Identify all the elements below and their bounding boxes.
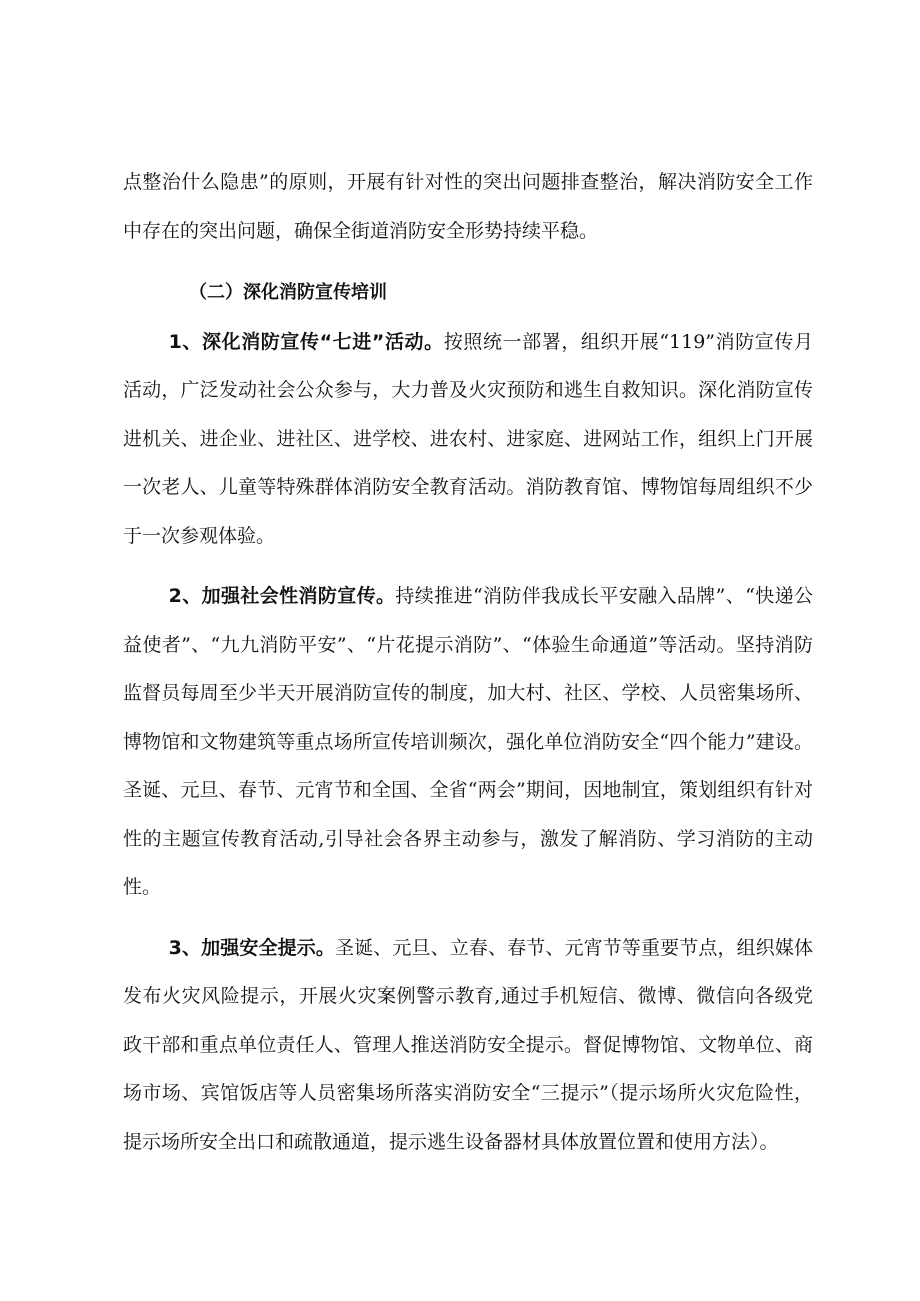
item-3-paragraph [123,924,813,1167]
document-body [123,158,813,1166]
item-2-body: 持续推进“消防伴我成长平安融入品牌”、“快递公益使者”、“九九消防平安”、“片花提示消防”、“体验生命通道”等活动。坚持消防监督员每周至少半天开展消防宣传的制度，加大村、社区、学校、人员密集场所、博物馆和文物建筑等重点场所宣传培训频次，强化单位消防安全“四个能力”建设。圣诞、元旦、春节、元宵节和全国、全省“两会”期间，因地制宜，策划组织有针对性的主题宣传教育活动,引导社会各界主动参与，激发了解消防、学习消防的主动性。 [123,585,813,898]
item-3-title: 3、加强安全提示。 [168,936,335,959]
intro-paragraph: 点整治什么隐患”的原则，开展有针对性的突出问题排查整治，解决消防安全工作中存在的突出问题，确保全街道消防安全形势持续平稳。 [123,171,813,242]
item-2-paragraph [123,572,813,912]
item-1-paragraph [123,318,813,561]
section-heading: （二）深化消防宣传培训 [189,282,387,303]
item-1-title: 1、深化消防宣传“七进”活动。 [168,330,444,353]
item-2-title: 2、加强社会性消防宣传。 [168,585,396,607]
item-1-body: 按照统一部署，组织开展“119”消防宣传月活动，广泛发动社会公众参与，大力普及火灾预防和逃生自救知识。深化消防宣传进机关、进企业、进社区、进学校、进农村、进家庭、进网站工作，组织上门开展一次老人、儿童等特殊群体消防安全教育活动。消防教育馆、博物馆每周组织不少于一次参观体验。 [123,330,813,547]
item-3-body: 圣诞、元旦、立春、春节、元宵节等重要节点，组织媒体发布火灾风险提示，开展火灾案例警示教育,通过手机短信、微博、微信向各级党政干部和重点单位责任人、管理人推送消防安全提示。督促博物馆、文物单位、商场市场、宾馆饭店等人员密集场所落实消防安全“三提示”（提示场所火灾危险性，提示场所安全出口和疏散通道，提示逃生设备器材具体放置位置和使用方法）。 [123,936,813,1153]
